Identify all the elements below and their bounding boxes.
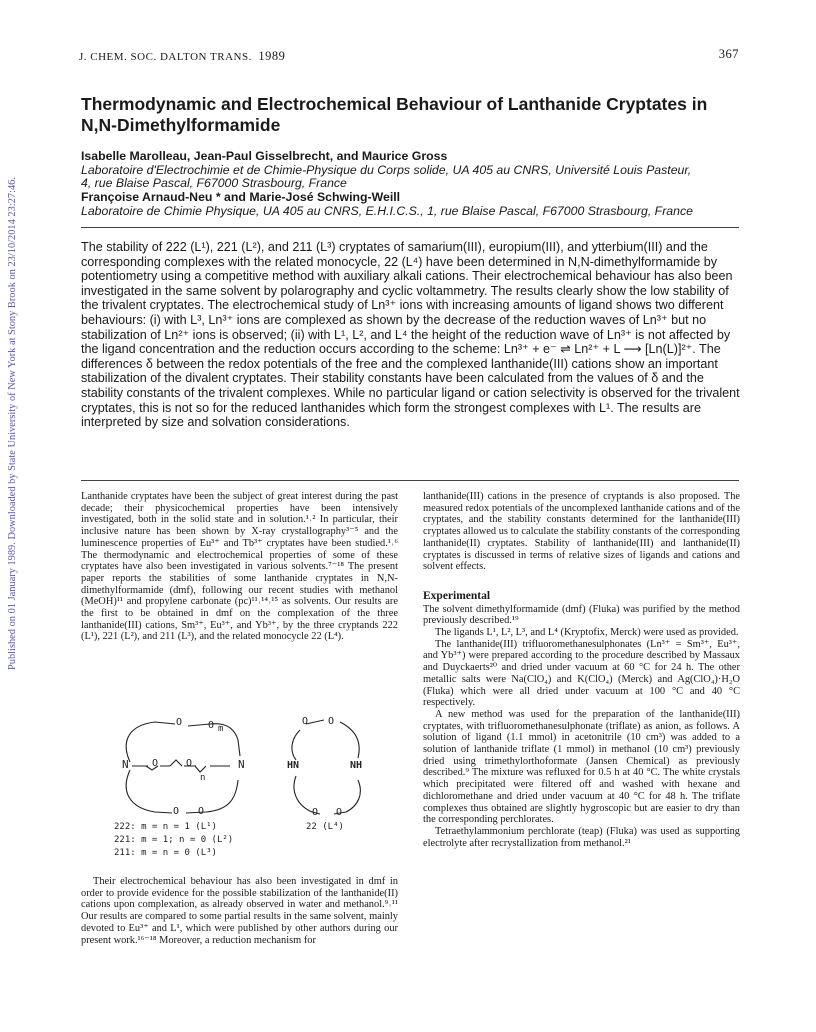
atom-O-bottom-1: O: [173, 806, 180, 817]
intro-paragraph-3: lanthanide(III) cations in the presence of cryptands is also proposed. The measured redox potentials of the uncomplexed lanthanide cations and of the cryptates, and the stability constants determined for the lanthanide(III) cryptates allowed us to calculate the stability constants of the corresponding lanthanide(II) cryptates. Stability of lanthanide(III) and lanthanide(II) cryptates is discussed in terms of relative sizes of ligands and cations and solvent effects.: [423, 491, 740, 573]
atom-O-top-2: O: [208, 720, 215, 731]
caption-221: 221: m = 1; n = 0 (L²): [114, 835, 234, 845]
affiliation-1-line-1: Laboratoire d'Electrochimie et de Chimie-Physique du Corps solide, UA 405 au CNRS, Université Louis Pasteur,: [81, 162, 692, 177]
atom-O-mono-bottom-2: O: [336, 807, 343, 818]
atom-O-mid-2: O: [186, 758, 193, 769]
atom-HN: HN: [287, 760, 300, 771]
atom-O-bottom-2: O: [198, 806, 205, 817]
download-notice-text: Published on 01 January 1989. Downloaded by State University of New York at Stony Brook on 23/10/2014 23:27:46.: [7, 177, 18, 670]
caption-22: 22 (L⁴): [306, 822, 344, 832]
exp-paragraph-3: The lanthanide(III) trifluoromethanesulphonates (Ln³⁺ = Sm³⁺, Eu³⁺, and Yb³⁺) were prepared according to the procedure described by Massaux and Duyckaerts²⁰ and dried under vacuum at 60 °C for 24 h. The other metallic salts were Na(ClO₄) and K(ClO₄) (Merck) and Ag(ClO₄)·H₂O (Fluka) which were all dried under vacuum at 100 °C and 40 °C respectively.: [423, 638, 740, 709]
exp-paragraph-5: Tetraethylammonium perchlorate (teap) (Fluka) was used as supporting electrolyte after recrystallization from methanol.²¹: [423, 825, 740, 849]
abstract: The stability of 222 (L¹), 221 (L²), and 211 (L³) cryptates of samarium(III), europium(III), and ytterbium(III) and the corresponding complexes with the related monocycle, 22 (L⁴) have been determined in N,N-dimethylformamide by potentiometry using a competitive method with auxiliary alkali cations. Their electrochemical behaviour has also been investigated in the same solvent by polarography and cyclic voltammetry. The results clearly show the low stability of the trivalent cryptates. The electrochemical study of Ln³⁺ ions with increasing amounts of ligand shows two different behaviours: (i) with L³, Ln³⁺ ions are complexed as shown by the decrease of the reduction waves of Ln³⁺ but no stabilization of Ln²⁺ ions is observed; (ii) with L¹, L², and L⁴ the height of the reduction wave of Ln³⁺ is not affected by the ligand concentration and the reduction occurs according to the scheme: Ln³⁺ + e⁻ ⇌ Ln²⁺ + L ⟶ [Ln(L)]²⁺. The differences δ between the redox potentials of the free and the complexed lanthanide(III) cations show an important stabilization of the divalent cryptates. Their stability constants have been calculated from the values of δ and the stability constants of the trivalent complexes. While no particular ligand or cation selectivity is observed for the trivalent cryptates, this is not so for the reduced lanthanides which form the strongest complexes with L¹. The results are interpreted by size and solvation considerations.: [81, 240, 740, 430]
section-heading-experimental: Experimental: [423, 589, 491, 602]
subscript-n: n: [200, 773, 206, 783]
page-number: 367: [718, 47, 739, 61]
intro-paragraph-1: Lanthanide cryptates have been the subject of great interest during the past decade; their physicochemical properties have been intensively investigated, both in the solid state and in solution.¹˒² In particular, their inclusive nature has been shown by X-ray crystallography³⁻⁵ and the luminescence properties of Eu³⁺ and Tb³⁺ cryptates have been studied.¹˒⁶ The thermodynamic and electrochemical properties of some of these cryptates have also been investigated in various solvents.⁷⁻¹⁸ The present paper reports the stabilities of some lanthanide cryptates in N,N-dimethylformamide (dmf), following our recent studies with methanol (MeOH)¹¹ and propylene carbonate (pc)¹¹˒¹⁴˒¹⁵ as solvents. Our results are the first to be obtained in dmf on the complexation of the three lanthanide(III) cations, Sm³⁺, Eu³⁺, and Yb³⁺, by the three cryptands 222 (L¹), 221 (L²), and 211 (L³), and the related monocycle 22 (L⁴).: [81, 491, 398, 643]
atom-O-mono-top-2: O: [328, 716, 335, 727]
author-group-1: Isabelle Marolleau, Jean-Paul Gisselbrecht, and Maurice Gross: [81, 149, 448, 163]
download-notice: [0, 130, 17, 670]
exp-paragraph-2: The ligands L¹, L², L³, and L⁴ (Kryptofix, Merck) were used as provided.: [435, 627, 739, 639]
atom-N-right: N: [238, 758, 245, 771]
author-block: [81, 150, 761, 219]
affiliation-1-line-2: 4, rue Blaise Pascal, F67000 Strasbourg, France: [81, 176, 347, 191]
atom-O-top-1: O: [176, 717, 183, 728]
atom-O-mono-bottom-1: O: [312, 807, 319, 818]
running-head: [79, 47, 739, 63]
body-column-right: [423, 491, 740, 849]
journal-year: 1989: [258, 49, 286, 63]
affiliation-2: Laboratoire de Chimie Physique, UA 405 au CNRS, E.H.I.C.S., 1, rue Blaise Pascal, F67000 Strasbourg, France: [81, 203, 693, 218]
abstract-rule-bottom: [81, 480, 739, 481]
ligand-structures-figure: [100, 700, 380, 860]
body-column-left: [81, 491, 398, 643]
intro-paragraph-2: Their electrochemical behaviour has also been investigated in dmf in order to provide evidence for the possible stabilization of the lanthanide(II) cations upon complexation, as already observed in water and methanol.⁹˒¹¹ Our results are compared to some partial results in the same solvent, mainly devoted to Eu³⁺ and L¹, which were published by other authors during our present work.¹⁶⁻¹⁸ Moreover, a reduction mechanism for: [81, 876, 398, 946]
abstract-rule-top: [81, 227, 739, 228]
caption-222: 222: m = n = 1 (L¹): [114, 822, 217, 832]
exp-paragraph-1: The solvent dimethylformamide (dmf) (Fluka) was purified by the method previously described.¹⁹: [423, 603, 740, 627]
body-column-left-lower: [81, 876, 398, 946]
author-group-2: Françoise Arnaud-Neu * and Marie-José Schwing-Weill: [81, 190, 401, 205]
atom-NH: NH: [350, 760, 363, 771]
atom-N-left: N: [122, 758, 129, 771]
article-title: Thermodynamic and Electrochemical Behaviour of Lanthanide Cryptates in N,N-Dimethylformamide: [81, 94, 708, 135]
caption-211: 211: m = n = 0 (L³): [114, 848, 217, 858]
subscript-m: m: [218, 724, 224, 734]
exp-paragraph-4: A new method was used for the preparation of the lanthanide(III) cryptates, with trifluoromethanesulphonate (triflate) as anion, as follows. A solution of ligand (1.1 mmol) in acetonitrile (10 cm³) was added to a solution of lanthanide triflate (1 mmol) in methanol (10 cm³) previously dried using trimethylorthoformate (Jansen Chemical) as previously described.⁹ The mixture was refluxed for 0.5 h at 40 °C. The white crystals which precipitated were filtered off and washed with hexane and dichloromethane and dried under vacuum at 40 °C for 48 h. The triflate complexes thus obtained are slightly hygroscopic but are easier to dry than the corresponding perchlorates.: [423, 708, 740, 826]
atom-O-mono-top-1: O: [302, 716, 309, 727]
atom-O-mid-1: O: [152, 758, 159, 769]
journal-name: J. CHEM. SOC. DALTON TRANS. 1989: [79, 49, 286, 63]
